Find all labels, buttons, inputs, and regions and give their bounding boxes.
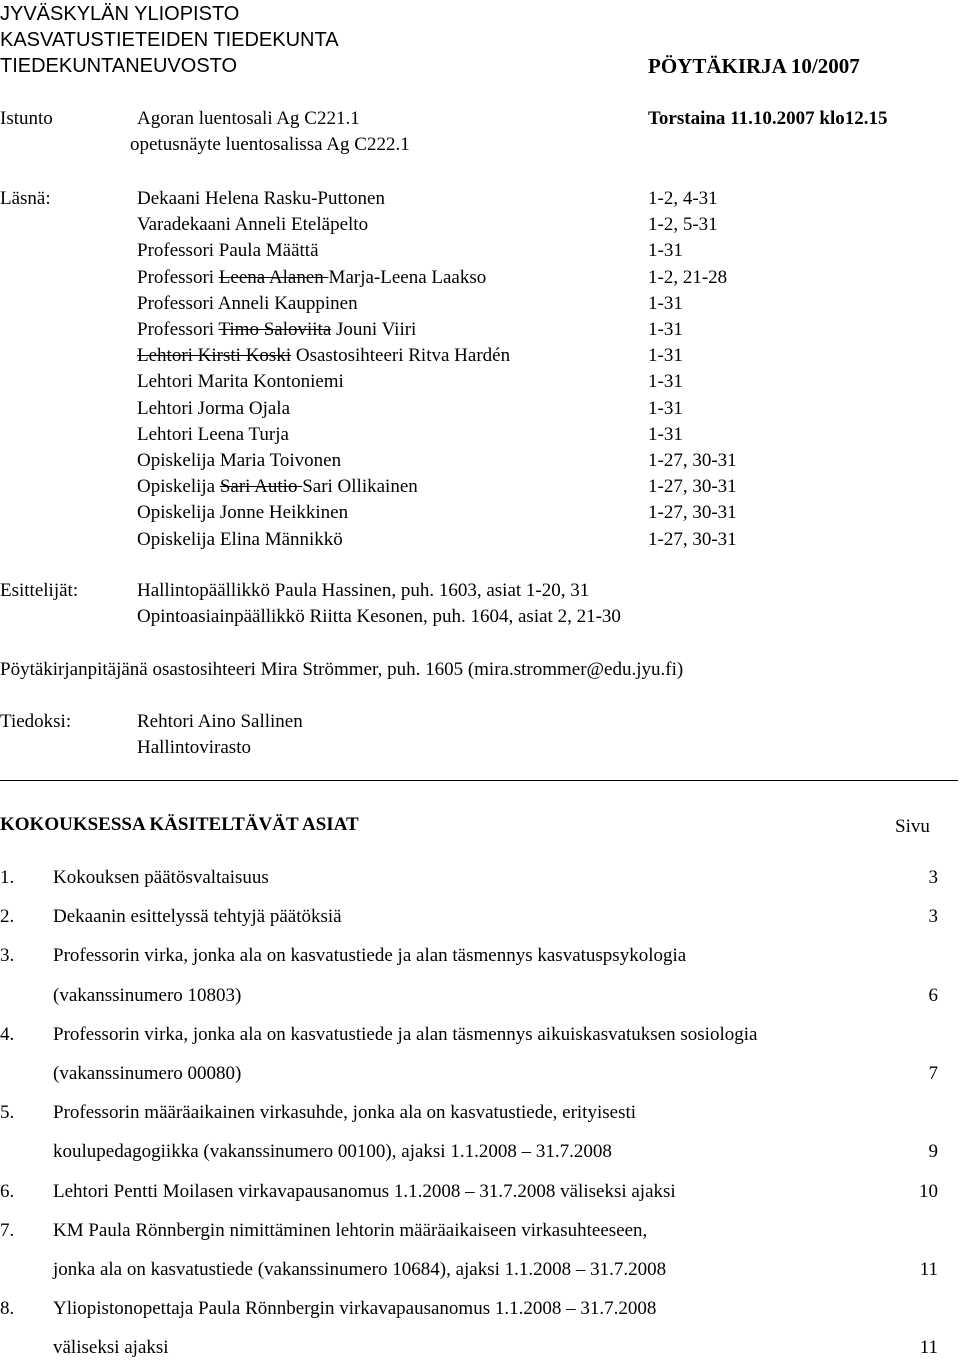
attendee-name: Professori Anneli Kauppinen: [137, 292, 358, 314]
attendee-items: 1-31: [648, 240, 683, 262]
agenda-item-number: 7.: [0, 1219, 15, 1241]
attendee-name: Dekaani Helena Rasku-Puttonen: [137, 188, 385, 209]
agenda-item-text: (vakanssinumero 10803): [53, 984, 242, 1006]
agenda-item-number: 1.: [0, 867, 15, 888]
attendee-name: Opiskelija Jonne Heikkinen: [137, 502, 349, 524]
agenda-title: KOKOUKSESSA KÄSITELTÄVÄT ASIAT: [0, 814, 359, 835]
faculty-name: KASVATUSTIETEIDEN TIEDEKUNTA: [0, 29, 339, 51]
attendee-name-part: Professori: [137, 319, 219, 340]
agenda-item-page: 3: [928, 906, 938, 928]
agenda-item-number: 5.: [0, 1102, 15, 1124]
present-label: Läsnä:: [0, 188, 51, 209]
agenda-item-page: 10: [919, 1180, 938, 1202]
university-name: JYVÄSKYLÄN YLIOPISTO: [0, 3, 240, 25]
attendee-name: Lehtori Jorma Ojala: [137, 397, 291, 419]
agenda-item-text: Lehtori Pentti Moilasen virkavapausanomus 1.1.2008 – 31.7.2008 väliseksi ajaksi: [53, 1180, 676, 1202]
replacement-attendee-name: Osastosihteeri Ritva Hardén: [291, 345, 511, 367]
attendee-items: 1-27, 30-31: [648, 450, 737, 471]
attendee-name: [137, 477, 418, 496]
agenda-item-text: Kokouksen päätösvaltaisuus: [53, 867, 269, 888]
attendee-items: 1-31: [648, 423, 683, 445]
replacement-attendee-name: Marja-Leena Laakso: [328, 266, 487, 288]
attendee-items: 1-2, 5-31: [648, 214, 718, 236]
section-divider: [0, 780, 958, 781]
attendee-name: Opiskelija Maria Toivonen: [137, 450, 342, 471]
document-title: PÖYTÄKIRJA 10/2007: [648, 54, 860, 78]
attendee-items: 1-31: [648, 371, 683, 393]
agenda-item-text: Professorin virka, jonka ala on kasvatustiede ja alan täsmennys kasvatuspsykologia: [53, 945, 687, 967]
info-recipient-2: Hallintovirasto: [137, 737, 251, 758]
agenda-item-text: Dekaanin esittelyssä tehtyjä päätöksiä: [53, 906, 342, 928]
agenda-item-number: 6.: [0, 1180, 15, 1202]
info-recipient-1: Rehtori Aino Sallinen: [137, 711, 303, 732]
attendee-items: 1-31: [648, 397, 683, 419]
agenda-item-page: 11: [919, 1337, 938, 1359]
agenda-item-text: KM Paula Rönnbergin nimittäminen lehtorin määräaikaiseen virkasuhteeseen,: [53, 1219, 648, 1241]
session-label: Istunto: [0, 108, 53, 129]
attendee-items: 1-27, 30-31: [648, 528, 737, 550]
agenda-item-number: 2.: [0, 906, 15, 928]
agenda-item-text: koulupedagogiikka (vakanssinumero 00100), ajaksi 1.1.2008 – 31.7.2008: [53, 1141, 612, 1163]
attendee-items: 1-31: [648, 345, 683, 367]
attendee-name: [137, 268, 486, 287]
agenda-item-text: (vakanssinumero 00080): [53, 1063, 242, 1084]
struck-attendee-name: Leena Alanen: [218, 266, 329, 288]
attendee-name: [137, 346, 510, 365]
attendee-items: 1-27, 30-31: [648, 502, 737, 524]
agenda-item-page: 9: [928, 1141, 938, 1163]
attendee-items: 1-2, 4-31: [648, 188, 718, 209]
presenters-label: Esittelijät:: [0, 580, 79, 601]
attendee-items: 1-31: [648, 292, 683, 314]
session-place: Agoran luentosali Ag C221.1: [137, 108, 360, 129]
agenda-item-number: 4.: [0, 1023, 15, 1045]
minute-taker: Pöytäkirjanpitäjänä osastosihteeri Mira Strömmer, puh. 1605 (mira.strommer@edu.jyu.fi): [0, 659, 684, 680]
page-column-header: Sivu: [895, 816, 930, 837]
agenda-item-text: väliseksi ajaksi: [53, 1337, 169, 1359]
attendee-name: Lehtori Leena Turja: [137, 423, 289, 445]
agenda-item-page: 7: [928, 1063, 938, 1084]
attendee-items: 1-2, 21-28: [648, 266, 728, 288]
agenda-item-number: 3.: [0, 945, 15, 967]
replacement-attendee-name: Sari Ollikainen: [302, 476, 418, 498]
replacement-attendee-name: Jouni Viiri: [331, 319, 417, 340]
session-datetime: Torstaina 11.10.2007 klo12.15: [648, 108, 888, 129]
session-place-secondary: opetusnäyte luentosalissa Ag C222.1: [130, 134, 410, 155]
agenda-item-page: 6: [928, 984, 938, 1006]
info-label: Tiedoksi:: [0, 711, 72, 732]
attendee-items: 1-31: [648, 319, 683, 340]
struck-attendee-name: Sari Autio: [219, 476, 303, 498]
attendee-name: Professori Paula Määttä: [137, 240, 319, 262]
agenda-item-text: Professorin virka, jonka ala on kasvatustiede ja alan täsmennys aikuiskasvatuksen sosiologia: [53, 1023, 758, 1045]
attendee-name: Varadekaani Anneli Eteläpelto: [137, 214, 369, 236]
agenda-item-page: 11: [919, 1259, 938, 1280]
attendee-name: [137, 320, 416, 339]
attendee-name: Lehtori Marita Kontoniemi: [137, 371, 344, 393]
struck-attendee-name: Lehtori Kirsti Koski: [137, 345, 292, 367]
agenda-item-page: 3: [928, 867, 938, 888]
struck-attendee-name: Timo Saloviita: [218, 319, 332, 340]
attendee-name-part: Professori: [137, 266, 219, 288]
attendee-items: 1-27, 30-31: [648, 476, 737, 498]
presenter-1: Hallintopäällikkö Paula Hassinen, puh. 1603, asiat 1-20, 31: [137, 580, 590, 601]
council-name: TIEDEKUNTANEUVOSTO: [0, 55, 238, 77]
attendee-name: Opiskelija Elina Männikkö: [137, 528, 343, 550]
agenda-item-number: 8.: [0, 1298, 15, 1320]
attendee-name-part: Opiskelija: [137, 476, 220, 498]
presenter-2: Opintoasiainpäällikkö Riitta Kesonen, puh. 1604, asiat 2, 21-30: [137, 606, 621, 627]
agenda-item-text: Yliopistonopettaja Paula Rönnbergin virkavapausanomus 1.1.2008 – 31.7.2008: [53, 1298, 657, 1320]
agenda-item-text: jonka ala on kasvatustiede (vakanssinumero 10684), ajaksi 1.1.2008 – 31.7.2008: [53, 1259, 667, 1280]
agenda-item-text: Professorin määräaikainen virkasuhde, jonka ala on kasvatustiede, erityisesti: [53, 1102, 637, 1124]
